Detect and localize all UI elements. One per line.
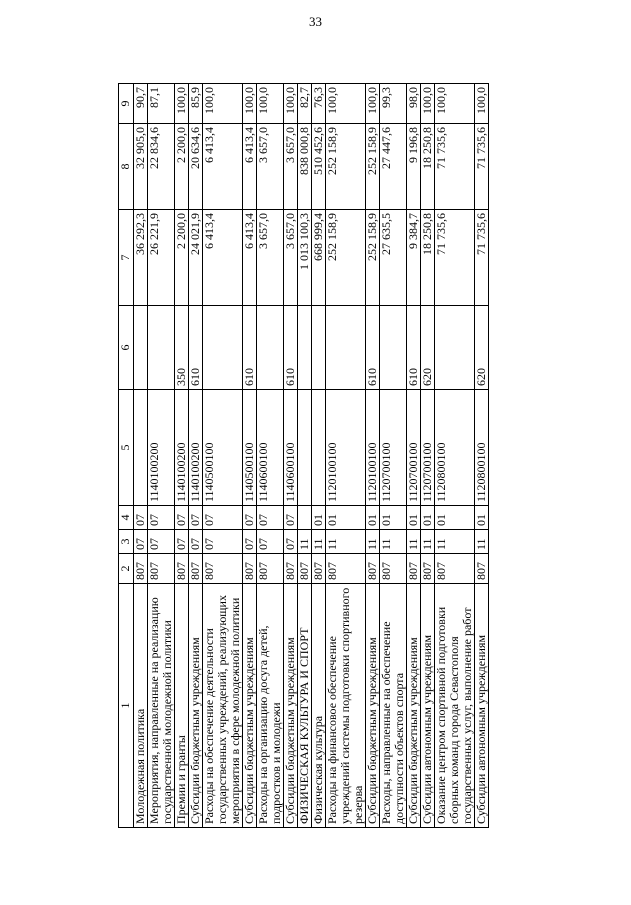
expense-type-cell: 620 (421, 306, 435, 390)
expense-type-cell (134, 306, 148, 390)
executed-amount-cell: 510 452,6 (312, 124, 326, 210)
section-cell: 07 (175, 530, 189, 554)
table-row (243, 84, 257, 828)
table-row (475, 84, 489, 828)
target-article-cell: 1140500100 (243, 390, 257, 506)
executed-amount-cell: 252 158,9 (326, 124, 366, 210)
table-row (298, 84, 312, 828)
row-name-cell: Расходы на финансовое обеспечение учреждений системы подготовки спортивного резерва (326, 584, 366, 828)
subsection-cell: 01 (435, 506, 475, 530)
section-cell: 11 (407, 530, 421, 554)
row-name-cell: Субсидии автономным учреждениям (421, 584, 435, 828)
percent-cell: 98,0 (407, 84, 421, 124)
planned-amount-cell: 252 158,9 (326, 210, 366, 306)
subsection-cell: 07 (257, 506, 284, 530)
percent-cell: 100,0 (366, 84, 380, 124)
target-article-cell (298, 390, 312, 506)
gr-code-cell: 807 (380, 554, 407, 584)
subsection-cell (298, 506, 312, 530)
gr-code-cell: 807 (407, 554, 421, 584)
subsection-cell: 01 (407, 506, 421, 530)
gr-code-cell: 807 (298, 554, 312, 584)
header-cell: 3 (119, 530, 134, 554)
target-article-cell: 1120700100 (407, 390, 421, 506)
subsection-cell: 01 (380, 506, 407, 530)
row-name-cell: Субсидии бюджетным учреждениям (243, 584, 257, 828)
planned-amount-cell: 252 158,9 (366, 210, 380, 306)
header-cell: 6 (119, 306, 134, 390)
expense-type-cell: 620 (475, 306, 489, 390)
expense-type-cell (203, 306, 243, 390)
expense-type-cell: 610 (366, 306, 380, 390)
section-cell: 07 (148, 530, 175, 554)
table-row (421, 84, 435, 828)
subsection-cell: 07 (189, 506, 203, 530)
planned-amount-cell: 6 413,4 (203, 210, 243, 306)
executed-amount-cell: 6 413,4 (203, 124, 243, 210)
expense-type-cell (148, 306, 175, 390)
executed-amount-cell: 71 735,6 (475, 124, 489, 210)
executed-amount-cell: 6 413,4 (243, 124, 257, 210)
expense-type-cell: 610 (407, 306, 421, 390)
planned-amount-cell: 36 292,3 (134, 210, 148, 306)
planned-amount-cell: 18 250,8 (421, 210, 435, 306)
gr-code-cell: 807 (475, 554, 489, 584)
subsection-cell: 07 (203, 506, 243, 530)
table-row (189, 84, 203, 828)
executed-amount-cell: 838 000,8 (298, 124, 312, 210)
row-name-cell: Оказание центром спортивной подготовки сборных команд города Севастополя государственных услуг, выполнение работ (435, 584, 475, 828)
gr-code-cell: 807 (326, 554, 366, 584)
header-cell: 9 (119, 84, 134, 124)
row-name-cell: Субсидии автономным учреждениям (475, 584, 489, 828)
gr-code-cell: 807 (257, 554, 284, 584)
expense-type-cell (298, 306, 312, 390)
percent-cell: 100,0 (243, 84, 257, 124)
gr-code-cell: 807 (284, 554, 298, 584)
table-header-row (119, 84, 134, 828)
subsection-cell: 07 (243, 506, 257, 530)
table-row (312, 84, 326, 828)
section-cell: 11 (312, 530, 326, 554)
subsection-cell: 07 (134, 506, 148, 530)
table-row (257, 84, 284, 828)
expense-type-cell (312, 306, 326, 390)
executed-amount-cell: 18 250,8 (421, 124, 435, 210)
planned-amount-cell: 71 735,6 (435, 210, 475, 306)
executed-amount-cell: 3 657,0 (284, 124, 298, 210)
target-article-cell (312, 390, 326, 506)
section-cell: 07 (243, 530, 257, 554)
executed-amount-cell: 252 158,9 (366, 124, 380, 210)
executed-amount-cell: 9 196,8 (407, 124, 421, 210)
gr-code-cell: 807 (148, 554, 175, 584)
expense-type-cell (435, 306, 475, 390)
planned-amount-cell: 27 635,5 (380, 210, 407, 306)
planned-amount-cell: 2 200,0 (175, 210, 189, 306)
row-name-cell: Субсидии бюджетным учреждениям (284, 584, 298, 828)
target-article-cell: 1120700100 (421, 390, 435, 506)
percent-cell: 76,3 (312, 84, 326, 124)
percent-cell: 100,0 (175, 84, 189, 124)
table-row (175, 84, 189, 828)
percent-cell: 100,0 (257, 84, 284, 124)
planned-amount-cell: 24 021,9 (189, 210, 203, 306)
gr-code-cell: 807 (203, 554, 243, 584)
percent-cell: 100,0 (203, 84, 243, 124)
section-cell: 07 (189, 530, 203, 554)
executed-amount-cell: 2 200,0 (175, 124, 189, 210)
planned-amount-cell: 71 735,6 (475, 210, 489, 306)
percent-cell: 87,1 (148, 84, 175, 124)
planned-amount-cell: 9 384,7 (407, 210, 421, 306)
executed-amount-cell: 32 905,0 (134, 124, 148, 210)
header-cell: 4 (119, 506, 134, 530)
executed-amount-cell: 3 657,0 (257, 124, 284, 210)
percent-cell: 100,0 (435, 84, 475, 124)
row-name-cell: Расходы на организацию досуга детей, подростков и молодежи (257, 584, 284, 828)
expense-type-cell: 610 (189, 306, 203, 390)
section-cell: 11 (475, 530, 489, 554)
row-name-cell: Молодежная политика (134, 584, 148, 828)
section-cell: 07 (134, 530, 148, 554)
subsection-cell: 01 (475, 506, 489, 530)
row-name-cell: ФИЗИЧЕСКАЯ КУЛЬТУРА И СПОРТ (298, 584, 312, 828)
planned-amount-cell: 668 999,4 (312, 210, 326, 306)
page-number: 33 (309, 14, 322, 29)
section-cell: 11 (326, 530, 366, 554)
row-name-cell: Мероприятия, направленные на реализацию государственной молодежной политики (148, 584, 175, 828)
rotated-table-wrapper (118, 84, 556, 828)
row-name-cell: Расходы на обеспечение деятельности государственных учреждений, реализующих мероприятия в сфере молодежной политики (203, 584, 243, 828)
section-cell: 11 (380, 530, 407, 554)
gr-code-cell: 807 (189, 554, 203, 584)
gr-code-cell: 807 (175, 554, 189, 584)
section-cell: 11 (298, 530, 312, 554)
target-article-cell: 1120700100 (380, 390, 407, 506)
expense-type-cell (257, 306, 284, 390)
header-cell: 7 (119, 210, 134, 306)
rotated-table-container (118, 84, 556, 828)
section-cell: 07 (203, 530, 243, 554)
gr-code-cell: 807 (421, 554, 435, 584)
gr-code-cell: 807 (243, 554, 257, 584)
gr-code-cell: 807 (134, 554, 148, 584)
table-row (134, 84, 148, 828)
row-name-cell: Физическая культура (312, 584, 326, 828)
planned-amount-cell: 1 013 100,3 (298, 210, 312, 306)
subsection-cell: 01 (326, 506, 366, 530)
subsection-cell: 07 (175, 506, 189, 530)
target-article-cell: 1120800100 (435, 390, 475, 506)
header-cell: 8 (119, 124, 134, 210)
section-cell: 07 (257, 530, 284, 554)
planned-amount-cell: 26 221,9 (148, 210, 175, 306)
subsection-cell: 01 (366, 506, 380, 530)
executed-amount-cell: 27 447,6 (380, 124, 407, 210)
section-cell: 11 (435, 530, 475, 554)
expense-type-cell: 610 (284, 306, 298, 390)
executed-amount-cell: 22 834,6 (148, 124, 175, 210)
target-article-cell (134, 390, 148, 506)
header-cell: 5 (119, 390, 134, 506)
table-row (326, 84, 366, 828)
table-row (407, 84, 421, 828)
section-cell: 11 (421, 530, 435, 554)
gr-code-cell: 807 (435, 554, 475, 584)
budget-table (118, 83, 489, 828)
subsection-cell: 07 (148, 506, 175, 530)
row-name-cell: Субсидии бюджетным учреждениям (366, 584, 380, 828)
percent-cell: 100,0 (475, 84, 489, 124)
target-article-cell: 1120800100 (475, 390, 489, 506)
gr-code-cell: 807 (312, 554, 326, 584)
header-cell: 1 (119, 584, 134, 828)
planned-amount-cell: 6 413,4 (243, 210, 257, 306)
subsection-cell: 01 (312, 506, 326, 530)
planned-amount-cell: 3 657,0 (257, 210, 284, 306)
table-row (284, 84, 298, 828)
section-cell: 07 (284, 530, 298, 554)
expense-type-cell (326, 306, 366, 390)
gr-code-cell: 807 (366, 554, 380, 584)
table-row (203, 84, 243, 828)
percent-cell: 90,7 (134, 84, 148, 124)
target-article-cell: 1140100200 (189, 390, 203, 506)
subsection-cell: 07 (284, 506, 298, 530)
row-name-cell: Расходы, направленные на обеспечение доступности объектов спорта (380, 584, 407, 828)
target-article-cell: 1140600100 (284, 390, 298, 506)
header-cell: 2 (119, 554, 134, 584)
section-cell: 11 (366, 530, 380, 554)
table-row (380, 84, 407, 828)
table-row (435, 84, 475, 828)
percent-cell: 99,3 (380, 84, 407, 124)
row-name-cell: Субсидии бюджетным учреждениям (189, 584, 203, 828)
percent-cell: 82,7 (298, 84, 312, 124)
target-article-cell: 1140500100 (203, 390, 243, 506)
target-article-cell: 1140100200 (148, 390, 175, 506)
percent-cell: 100,0 (326, 84, 366, 124)
planned-amount-cell: 3 657,0 (284, 210, 298, 306)
target-article-cell: 1140100200 (175, 390, 189, 506)
target-article-cell: 1120100100 (326, 390, 366, 506)
row-name-cell: Субсидии бюджетным учреждениям (407, 584, 421, 828)
percent-cell: 100,0 (284, 84, 298, 124)
table-row (366, 84, 380, 828)
table-row (148, 84, 175, 828)
executed-amount-cell: 71 735,6 (435, 124, 475, 210)
executed-amount-cell: 20 634,6 (189, 124, 203, 210)
percent-cell: 85,9 (189, 84, 203, 124)
percent-cell: 100,0 (421, 84, 435, 124)
target-article-cell: 1120100100 (366, 390, 380, 506)
row-name-cell: Премии и гранты (175, 584, 189, 828)
target-article-cell: 1140600100 (257, 390, 284, 506)
table-body (134, 84, 489, 828)
subsection-cell: 01 (421, 506, 435, 530)
expense-type-cell (380, 306, 407, 390)
expense-type-cell: 610 (243, 306, 257, 390)
expense-type-cell: 350 (175, 306, 189, 390)
